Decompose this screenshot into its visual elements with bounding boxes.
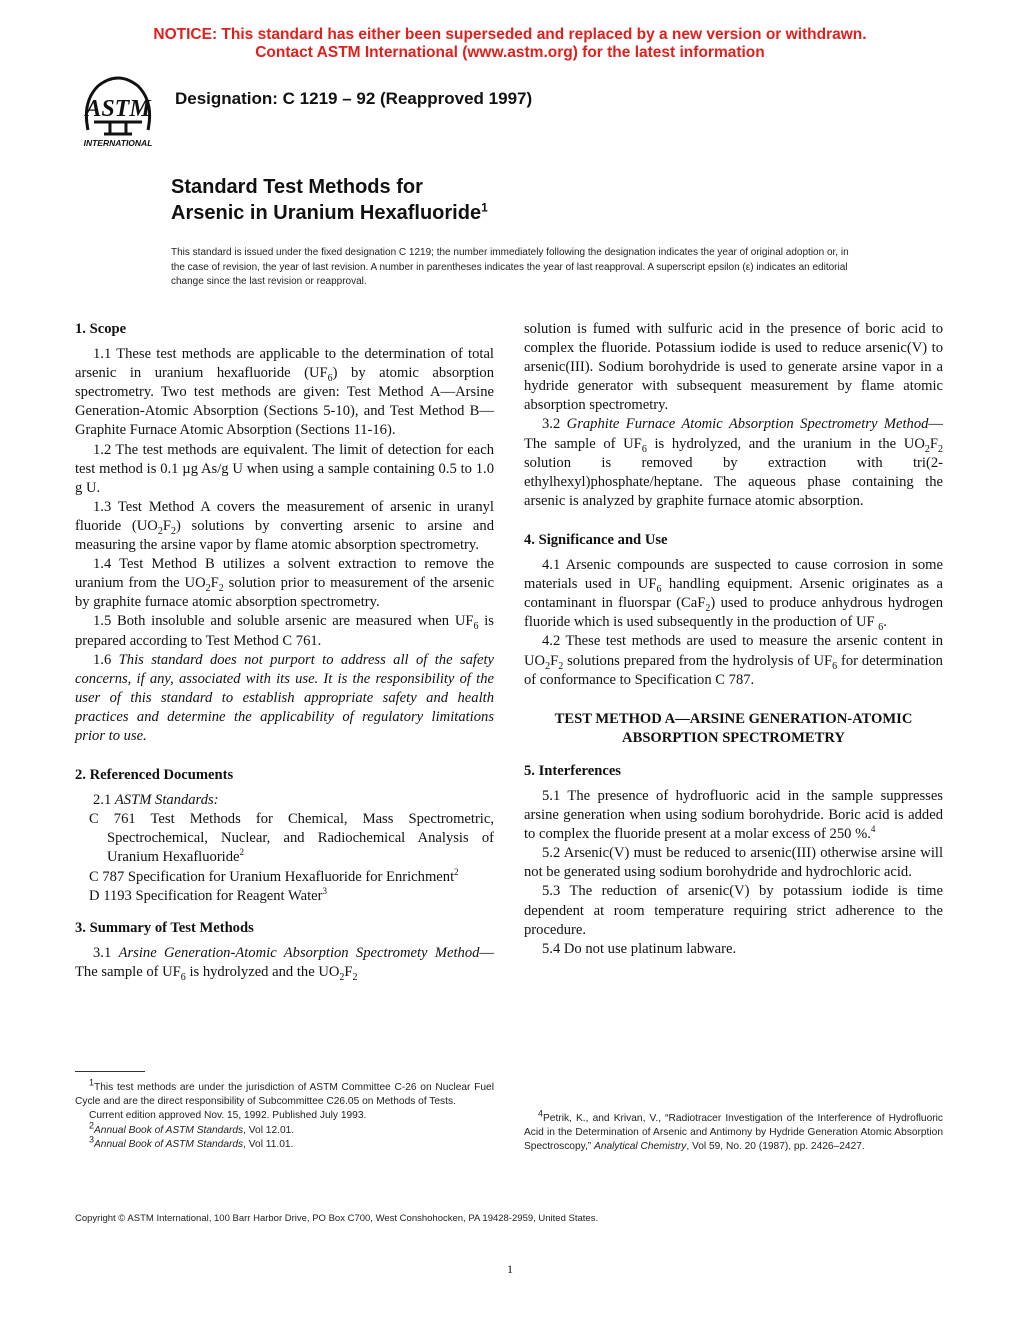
- footnotes-right: [524, 1108, 943, 1155]
- title-line-2: [171, 200, 488, 226]
- reference-c787: C 787 Specification for Uranium Hexafluoride for Enrichment$^2$: [89, 866, 459, 885]
- para-1-6: 1.6 This standard does not purport to address all of the safety concerns, if any, associated with its use. It is the responsibility of the user of this standard to establish appropriate safety and health practices and determine the applicability of regulatory limitations prior to use.: [75, 651, 494, 744]
- para-3-2: 3.2 Graphite Furnace Atomic Absorption Spectrometry Method—The sample of $UF_6$ is hydrolyzed, and the uranium in the $UO_2F_2$ solution is removed by extraction with tri(2-ethylhexyl)phosphate/heptane. The aqueous phase containing the arsenic is analyzed by graphite furnace atomic absorption.: [524, 416, 944, 509]
- section-5-heading: 5. Interferences: [524, 762, 621, 779]
- para-3-1: 3.1 Arsine Generation-Atomic Absorption Spectromety Method—The sample of $UF_6$ is hydrolyzed and the $UO_2F_2$: [75, 944, 495, 983]
- para-3-1-continued: solution is fumed with sulfuric acid in the presence of boric acid to complex the fluoride. Potassium iodide is used to reduce arsenic(V) to arsenic(III). Sodium borohydride is used to generate arsine vapor in a hydride generator with subsequent measurement by flame atomic absorption spectrometry.: [524, 321, 943, 414]
- para-5-1: 5.1 The presence of hydrofluoric acid in the sample suppresses arsine generation when using sodium borohydride. Boric acid is added to complex the fluoride present at a molar excess of 250 %.$^4$: [524, 787, 943, 843]
- footnote-1b: Current edition approved Nov. 15, 1992. Published July 1993.: [89, 1110, 367, 1122]
- section-2-heading: 2. Referenced Documents: [75, 767, 234, 784]
- para-5-3: 5.3 The reduction of arsenic(V) by potassium iodide is time dependent at room temperature requiring strict adherence to the procedure.: [524, 883, 943, 938]
- astm-logo: [74, 72, 162, 152]
- section-3-heading: 3. Summary of Test Methods: [75, 919, 254, 936]
- logo-letters: ASTM: [85, 96, 151, 122]
- right-column: [524, 320, 943, 959]
- notice-line-2: Contact ASTM International (www.astm.org) for the latest information: [255, 44, 765, 61]
- intro-paragraph: This standard is issued under the fixed designation C 1219; the number immediately following the designation indicates the year of original adoption or, in the case of revision, the year of last revision. A number in parentheses indicates the year of last reapproval. A superscript epsilon (ε) indicates an editorial change since the last revision or reapproval.: [171, 247, 849, 287]
- para-1-5: 1.5 Both insoluble and soluble arsenic are measured when $UF_6$ is prepared according to Test Method C 761.: [75, 613, 494, 649]
- section-1-heading: 1. Scope: [75, 321, 127, 337]
- reference-c761: C 761 Test Methods for Chemical, Mass Spectrometric, Spectrochemical, Nuclear, and Radiochemical Analysis of Uranium Hexafluoride$^2$: [89, 811, 494, 866]
- footnote-rule-left: [75, 1071, 145, 1072]
- document-title: [171, 174, 488, 226]
- para-1-2: 1.2 The test methods are equivalent. The limit of detection for each test method is 0.1 µg As/g U when using a sample containing 0.5 to 1.0 g U.: [75, 441, 494, 496]
- footnote-2: $^2$Annual Book of ASTM Standards, Vol 12.01.: [89, 1120, 295, 1136]
- para-2-1: 2.1 ASTM Standards:: [93, 792, 219, 809]
- notice-line-1: NOTICE: This standard has either been superseded and replaced by a new version or withdrawn.: [153, 26, 867, 43]
- designation: Designation: C 1219 – 92 (Reapproved 1997): [175, 89, 533, 108]
- footnote-3: $^3$Annual Book of ASTM Standards, Vol 11.01.: [89, 1134, 294, 1150]
- test-method-a-heading-1: TEST METHOD A—ARSINE GENERATION-ATOMIC: [554, 710, 913, 727]
- para-4-1: 4.1 Arsenic compounds are suspected to cause corrosion in some materials used in $UF_6$ handling equipment. Arsenic originates as a contaminant in fluorspar (CaF$_2$) used to produce anhydrous hydrogen fluoride which is used subsequently in the production of UF $_6$.: [524, 557, 943, 634]
- title-line-1: Standard Test Methods for: [171, 176, 423, 198]
- test-method-a-heading-2: ABSORPTION SPECTROMETRY: [622, 729, 845, 746]
- astm-logo-graphic: [74, 72, 162, 152]
- para-1-4: 1.4 Test Method B utilizes a solvent extraction to remove the uranium from the $UO_2F_2$ solution prior to measurement of the arsenic by graphite furnace atomic absorption spectrometry.: [75, 556, 494, 611]
- title-footnote-mark: 1: [481, 200, 488, 215]
- title-text: Arsenic in Uranium Hexafluoride: [171, 202, 482, 224]
- copyright-line: Copyright © ASTM International, 100 Barr Harbor Drive, PO Box C700, West Conshohocken, PA 19428-2959, United States.: [75, 1213, 599, 1224]
- footnote-1: $^1$This test methods are under the jurisdiction of ASTM Committee C-26 on Nuclear Fuel Cycle and are the direct responsibility of Subcommittee C26.05 on Methods of Tests.: [75, 1077, 494, 1108]
- reference-d1193: D 1193 Specification for Reagent Water$^3$: [89, 885, 327, 904]
- logo-international: INTERNATIONAL: [83, 138, 153, 148]
- footnote-4: $^4$Petrik, K., and Krivan, V., “Radiotracer Investigation of the Interference of Hydrofluoric Acid in the Determination of Arsenic and Antimony by Hydride Generation Atomic Absorption Spectroscopy,” Analytical Chemistry, Vol 59, No. 20 (1987), pp. 2426–2427.: [524, 1108, 943, 1153]
- para-5-4: 5.4 Do not use platinum labware.: [542, 940, 737, 957]
- para-1-3: 1.3 Test Method A covers the measurement of arsenic in uranyl fluoride $(UO_2F_2)$ solutions by converting arsenic to arsine and measuring the arsine vapor by flame atomic absorption spectrometry.: [75, 498, 494, 554]
- withdrawal-notice: [0, 26, 1020, 62]
- para-4-2: 4.2 These test methods are used to measure the arsenic content in $UO_2F_2$ solutions prepared from the hydrolysis of $UF_6$ for determination of conformance to Specification C 787.: [524, 633, 943, 688]
- section-4-heading: 4. Significance and Use: [524, 531, 668, 548]
- left-column: [75, 320, 494, 982]
- para-5-2: 5.2 Arsenic(V) must be reduced to arsenic(III) otherwise arsine will not be generated using sodium borohydride and hydrochloric acid.: [524, 845, 943, 881]
- page-number: 1: [507, 1262, 513, 1276]
- para-1-1: 1.1 These test methods are applicable to the determination of total arsenic in uranium hexafluoride $(UF_6)$ by atomic absorption spectrometry. Two test methods are given: Test Method A—Arsine Generation-Atomic Absorption (Sections 5-10), and Test Method B—Graphite Furnace Atomic Absorption (Sections 11-16).: [75, 346, 494, 439]
- footnotes-left: [75, 1077, 494, 1152]
